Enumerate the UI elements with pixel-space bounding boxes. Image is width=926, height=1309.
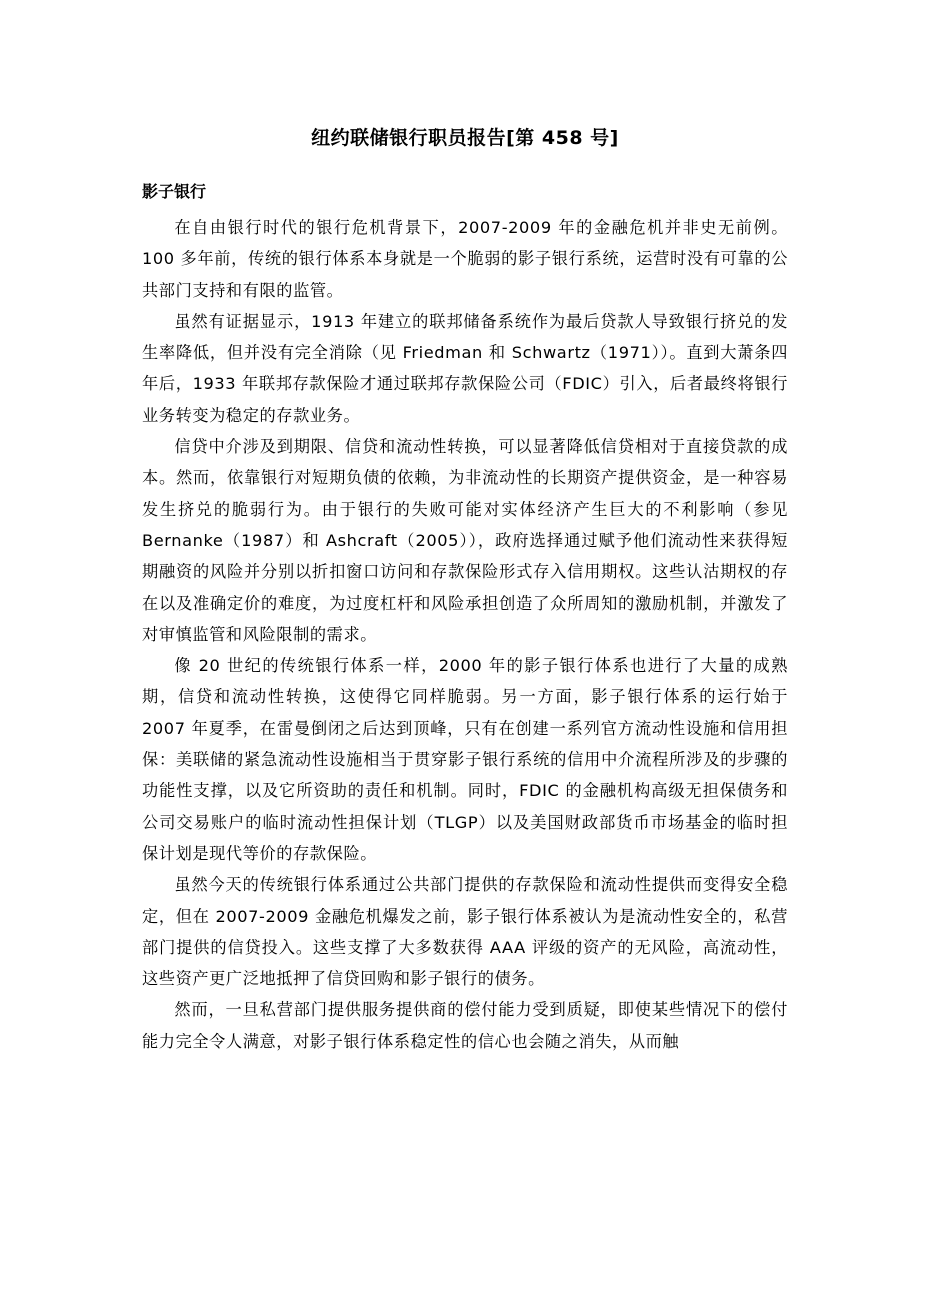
- paragraph-1: 在自由银行时代的银行危机背景下，2007-2009 年的金融危机并非史无前例。100 多年前，传统的银行体系本身就是一个脆弱的影子银行系统，运营时没有可靠的公共部门支持和有限的监管。: [142, 218, 788, 300]
- paragraph-5: 虽然今天的传统银行体系通过公共部门提供的存款保险和流动性提供而变得安全稳定，但在 2007-2009 金融危机爆发之前，影子银行体系被认为是流动性安全的，私营部门提供的信贷投入。这些支撑了大多数获得 AAA 评级的资产的无风险，高流动性，这些资产更广泛地抵押了信贷回购和影子银行的债务。: [142, 875, 788, 989]
- paragraph-4: 像 20 世纪的传统银行体系一样，2000 年的影子银行体系也进行了大量的成熟期，信贷和流动性转换，这使得它同样脆弱。另一方面，影子银行体系的运行始于 2007 年夏季，在雷曼倒闭之后达到顶峰，只有在创建一系列官方流动性设施和信用担保：美联储的紧急流动性设施相当于贯穿影子银行系统的信用中介流程所涉及的步骤的功能性支撑，以及它所资助的责任和机制。同时，FDIC 的金融机构高级无担保债务和公司交易账户的临时流动性担保计划（TLGP）以及美国财政部货币市场基金的临时担保计划是现代等价的存款保险。: [142, 656, 788, 863]
- document-page: [142, 118, 788, 1057]
- paragraph-2: 虽然有证据显示，1913 年建立的联邦储备系统作为最后贷款人导致银行挤兑的发生率降低，但并没有完全消除（见 Friedman 和 Schwartz（1971））。直到大萧条四年后，1933 年联邦存款保险才通过联邦存款保险公司（FDIC）引入，后者最终将银行业务转变为稳定的存款业务。: [142, 311, 788, 425]
- paragraph-3: 信贷中介涉及到期限、信贷和流动性转换，可以显著降低信贷相对于直接贷款的成本。然而，依靠银行对短期负债的依赖，为非流动性的长期资产提供资金，是一种容易发生挤兑的脆弱行为。由于银行的失败可能对实体经济产生巨大的不利影响（参见 Bernanke（1987）和 Ashcraft（2005）），政府选择通过赋予他们流动性来获得短期融资的风险并分别以折扣窗口访问和存款保险形式存入信用期权。这些认沽期权的存在以及准确定价的难度，为过度杠杆和风险承担创造了众所周知的激励机制，并激发了对审慎监管和风险限制的需求。: [142, 437, 788, 644]
- document-title: 纽约联储银行职员报告[第 458 号]: [311, 127, 619, 149]
- section-heading: 影子银行: [142, 182, 207, 201]
- paragraph-6: 然而，一旦私营部门提供服务提供商的偿付能力受到质疑，即使某些情况下的偿付能力完全令人满意，对影子银行体系稳定性的信心也会随之消失，从而触: [142, 1000, 788, 1051]
